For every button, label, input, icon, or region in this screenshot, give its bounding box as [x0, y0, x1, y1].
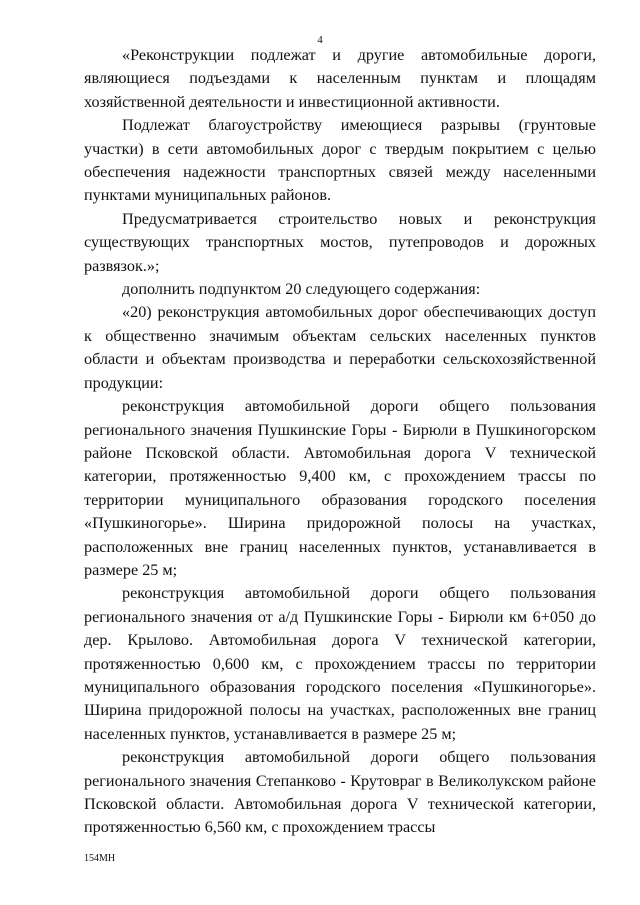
paragraph-reconstruction-roads: «Реконструкции подлежат и другие автомобильные дороги, являющиеся подъездами к населенным пунктам и площадям хозяйственной деятельности и инвестиционной активности. — [84, 46, 596, 111]
paragraph-add-subitem-20: дополнить подпунктом 20 следующего содержания: — [122, 280, 481, 299]
paragraph-road-pushkinskie-gory-biryuli: реконструкция автомобильной дороги общего пользования регионального значения Пушкинские Горы - Бирюли в Пушкиногорском районе Псковской области. Автомобильная дорога V технической категории, протяженностью 9,400 км, с прохождением трассы по территории муниципального образования городского поселения «Пушкиногорье». Ширина придорожной полосы на участках, расположенных вне границ населенных пунктов, устанавливается в размере 25 м; — [84, 397, 596, 579]
paragraph-road-stepankovo-krutovrag: реконструкция автомобильной дороги общего пользования регионального значения Степанково - Крутовраг в Великолукском районе Псковской области. Автомобильная дорога V технической категории, протяженностью 6,560 км, с прохождением трассы — [84, 748, 596, 837]
paragraph-road-krylovo: реконструкция автомобильной дороги общего пользования регионального значения от а/д Пушкинские Горы - Бирюли км 6+050 до дер. Крылово. Автомобильная дорога V технической категории, протяженностью 0,600 км, с прохождением трассы по территории муниципального образования городского поселения «Пушкиногорье». Ширина придорожной полосы на участках, расположенных вне границ населенных пунктов, устанавливается в размере 25 м; — [84, 584, 596, 743]
paragraph-subitem-20: «20) реконструкция автомобильных дорог обеспечивающих доступ к общественно значимым объектам сельских населенных пунктов области и объектам производства и переработки сельскохозяйственной продукции: — [84, 303, 596, 392]
paragraph-improvement-gaps: Подлежат благоустройству имеющиеся разрывы (грунтовые участки) в сети автомобильных дорог с твердым покрытием с целью обеспечения надежности транспортных связей между населенными пунктами муниципальных районов. — [84, 116, 596, 205]
document-code: 154МН — [84, 853, 116, 864]
paragraph-bridges-construction: Предусматривается строительство новых и реконструкция существующих транспортных мостов, путепроводов и дорожных развязок.»; — [84, 209, 596, 275]
page-number: 4 — [317, 34, 323, 46]
document-body — [84, 44, 596, 840]
